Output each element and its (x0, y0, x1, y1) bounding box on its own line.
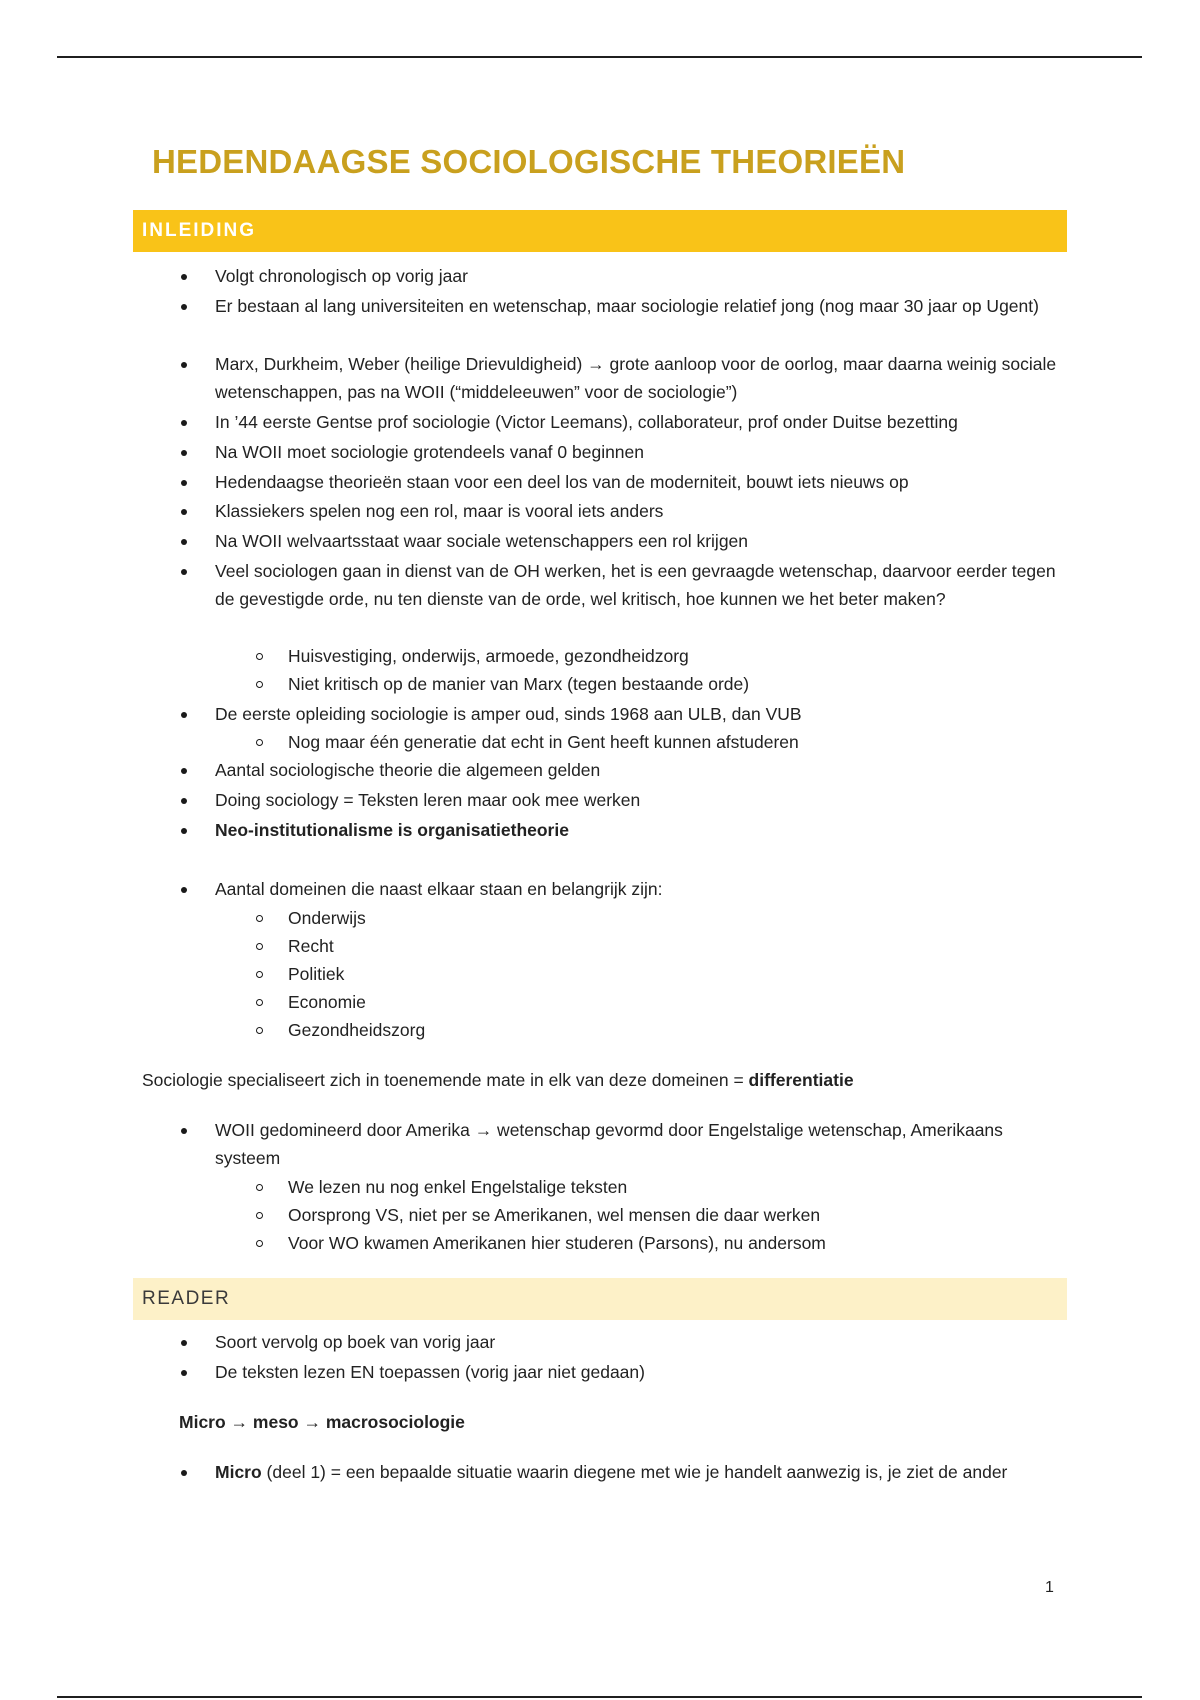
list-item: Neo-institutionalisme is organisatietheorie (215, 816, 1070, 844)
differentiatie-term: differentiatie (748, 1070, 854, 1090)
sub-list-item: Voor WO kwamen Amerikanen hier studeren (Parsons), nu andersom (288, 1229, 1068, 1257)
list-item: Veel sociologen gaan in dienst van de OH werken, het is een gevraagde wetenschap, daarvoor eerder tegen de gevestigde orde, nu ten dienste van de orde, wel kritisch, hoe kunnen we het beter maken? (215, 557, 1070, 613)
list-item: De teksten lezen EN toepassen (vorig jaar niet gedaan) (215, 1358, 1070, 1386)
sub-list-item: Gezondheidszorg (288, 1016, 1068, 1044)
list-item: WOII gedomineerd door Amerika → wetenschap gevormd door Engelstalige wetenschap, Amerikaans systeem (215, 1116, 1070, 1172)
sub-list-item: Economie (288, 988, 1068, 1016)
document-title: HEDENDAAGSE SOCIOLOGISCHE THEORIEËN (152, 143, 906, 180)
list-item: Volgt chronologisch op vorig jaar (215, 262, 1070, 290)
sub-list-item: Onderwijs (288, 904, 1068, 932)
bottom-rule (57, 1696, 1142, 1698)
list-item: Soort vervolg op boek van vorig jaar (215, 1328, 1070, 1356)
differentiatie-paragraph (142, 1066, 1072, 1094)
list-item: De eerste opleiding sociologie is amper oud, sinds 1968 aan ULB, dan VUB (215, 700, 1070, 728)
list-item: Aantal domeinen die naast elkaar staan en belangrijk zijn: (215, 875, 1070, 903)
micro-text: (deel 1) = een bepaalde situatie waarin diegene met wie je handelt aanwezig is, je ziet de ander (261, 1462, 1008, 1482)
list-item: Na WOII welvaartsstaat waar sociale wetenschappers een rol krijgen (215, 527, 1070, 555)
list-item: Klassiekers spelen nog een rol, maar is vooral iets anders (215, 497, 1070, 525)
sub-list-item: Huisvestiging, onderwijs, armoede, gezondheidzorg (288, 642, 1068, 670)
page-number: 1 (1045, 1579, 1054, 1596)
sub-list-item: We lezen nu nog enkel Engelstalige teksten (288, 1173, 1068, 1201)
sub-list-item: Politiek (288, 960, 1068, 988)
levels-heading: Micro → meso → macrosociologie (179, 1412, 465, 1432)
sub-list-item: Nog maar één generatie dat echt in Gent heeft kunnen afstuderen (288, 728, 1068, 756)
sub-list-item: Oorsprong VS, niet per se Amerikanen, wel mensen die daar werken (288, 1201, 1068, 1229)
section-heading-inleiding: INLEIDING (133, 210, 1067, 252)
section-heading-reader: READER (133, 1278, 1067, 1320)
list-item: Er bestaan al lang universiteiten en wetenschap, maar sociologie relatief jong (nog maar 30 jaar op Ugent) (215, 292, 1070, 320)
list-item: Marx, Durkheim, Weber (heilige Drievuldigheid) → grote aanloop voor de oorlog, maar daarna weinig sociale wetenschappen, pas na WOII (“middeleeuwen” voor de sociologie”) (215, 350, 1070, 406)
list-item: Na WOII moet sociologie grotendeels vanaf 0 beginnen (215, 438, 1070, 466)
micro-term: Micro (215, 1462, 262, 1482)
sub-list-item: Niet kritisch op de manier van Marx (tegen bestaande orde) (288, 670, 1068, 698)
list-item: Hedendaagse theorieën staan voor een deel los van de moderniteit, bouwt iets nieuws op (215, 468, 1070, 496)
list-item (215, 1458, 1070, 1486)
differentiatie-text: Sociologie specialiseert zich in toenemende mate in elk van deze domeinen = (142, 1070, 749, 1090)
list-item: Doing sociology = Teksten leren maar ook mee werken (215, 786, 1070, 814)
list-item: In ’44 eerste Gentse prof sociologie (Victor Leemans), collaborateur, prof onder Duitse bezetting (215, 408, 1070, 436)
list-item: Aantal sociologische theorie die algemeen gelden (215, 756, 1070, 784)
sub-list-item: Recht (288, 932, 1068, 960)
